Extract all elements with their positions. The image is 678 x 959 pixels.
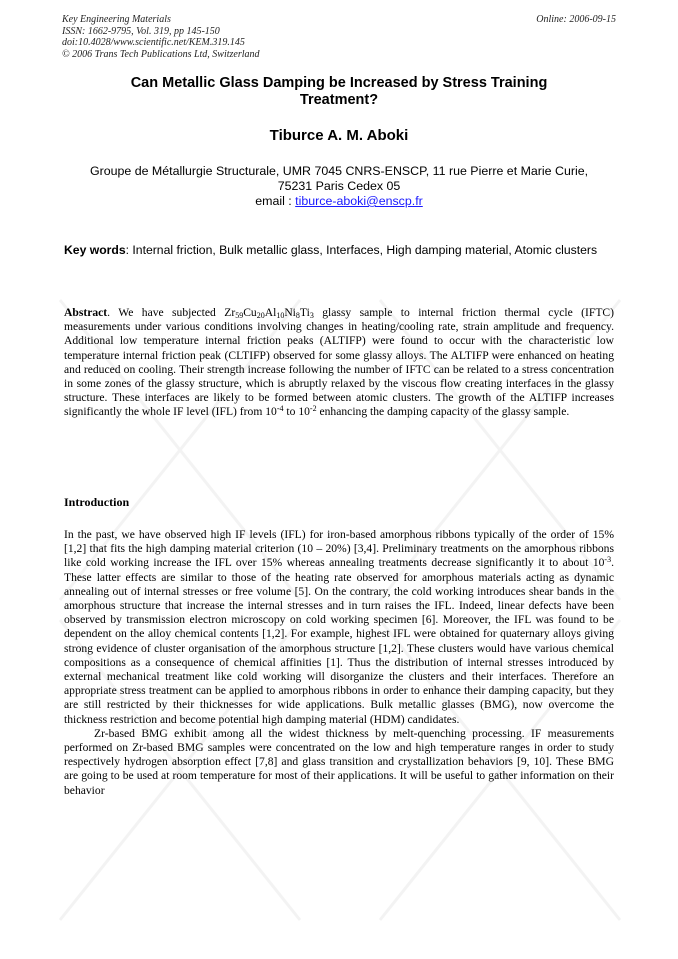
email-label: email : bbox=[255, 194, 296, 208]
introduction-heading: Introduction bbox=[64, 495, 130, 509]
abstract-label: Abstract bbox=[64, 306, 108, 319]
email-link[interactable]: tiburce-aboki@enscp.fr bbox=[295, 194, 423, 208]
affiliation-line-1: Groupe de Métallurgie Structurale, UMR 7045 CNRS-ENSCP, 11 rue Pierre et Marie Curie, bbox=[89, 164, 589, 178]
paper-title: Can Metallic Glass Damping be Increased by Stress Training Treatment? bbox=[130, 75, 548, 108]
alloy-formula: $Zr_{59}Cu_{20}Al_{10}Ni_8Ti_3$ bbox=[224, 306, 314, 320]
keywords bbox=[64, 243, 616, 258]
intro-paragraph: Zr-based BMG exhibit among all the widest thickness by melt-quenching processing. IF measurements performed on Zr-based BMG samples were concentrated on the low and high temperature ranges in order to study respectively hydrogen absorption effect [7,8] and glass transition and crystallization behaviors [9, 10]. These BMG are going to be used at room temperature for most of their applications. It will be useful to gather information on their behavior bbox=[64, 726, 614, 797]
abstract: Abstract. We have subjected $Zr_{59}Cu_{20}Al_{10}Ni_8Ti_3$ glassy sample to internal friction thermal cycle (IFTC) measurements under various conditions involving changes in heating/cooling rate, strain amplitude and frequency. Additional low temperature internal friction peaks (ALTIFP) were found to occur with the characteristic low temperature internal friction peak (CLTIFP) observed for some glassy alloys. The ALTIFP were enhanced on heating and reduced on cooling. Their strength increase following the number of IFTC can be related to a stress concentration in some zones of the glassy structure, which is abruptly relaxed by the viscous flow creating interfaces in the glassy structure. These interfaces are likely to be formed between atomic clusters. The growth of the ALTIFP increases significantly the whole IF level (IFL) from $10^{-4}$ to $10^{-2}$ enhancing the damping capacity of the glassy sample. bbox=[64, 306, 614, 419]
email-line bbox=[62, 194, 616, 209]
affiliation-line-2: 75231 Paris Cedex 05 bbox=[277, 179, 401, 193]
abstract-text: . We have subjected bbox=[107, 306, 225, 319]
introduction-body bbox=[64, 528, 614, 798]
keywords-label: Key words bbox=[64, 243, 126, 257]
intro-paragraph: In the past, we have observed high IF levels (IFL) for iron-based amorphous ribbons typically of the order of 15% [1,2] that fits the high damping material criterion (10 – 20%) [3,4]. Preliminary treatments on the amorphous ribbons like cold working increase the IFL over 15% whereas annealing treatments decrease significantly it to about $10^{-3}$. These latter effects are similar to those of the heating rate observed for amorphous materials acting as dynamic annealing out of internal stresses or free volume [5]. On the contrary, the cold working introduces shear bands in the amorphous structure that increase the internal stresses and in turn raises the IFL. Indeed, linear defects have been observed by transmission electron microscopy on cold working specimen [6]. Moreover, the IFL was found to be dependent on the alloy chemical contents [1,2]. For example, highest IFL were obtained for quaternary alloys giving strong evidence of cluster organisation of the amorphous structure [1,2]. These clusters would have various chemical compositions as a consequence of chemical affinities [1]. Thus the distribution of internal stresses introduced by external mechanical treatment like cold working will disorganize the clusters and their interfaces. Therefore an appropriate stress treatment can be applied to amorphous ribbons in order to enhance their damping capacity, but they are still restricted by their thicknesses for wide applications. Bulk metallic glasses (BMG), now overcome the thickness restriction and become potential high damping material (HDM) candidates. bbox=[64, 528, 614, 726]
copyright-line: © 2006 Trans Tech Publications Ltd, Switzerland bbox=[62, 48, 260, 60]
abstract-text: glassy sample to internal friction thermal cycle (IFTC) measurements under various conditions involving changes in heating/cooling rate, strain amplitude and frequency. Additional low temperature internal friction peaks (ALTIFP) were found to occur with the characteristic low temperature internal friction peak (CLTIFP) observed for some glassy alloys. The ALTIFP were enhanced on heating and reduced on cooling. Their strength increase following the number of IFTC can be related to a stress concentration in some zones of the glassy structure, which is abruptly relaxed by the viscous flow creating interfaces in the glassy structure. These interfaces are likely to be formed between atomic clusters. The growth of the ALTIFP increases significantly the whole IF level (IFL) from bbox=[64, 306, 614, 419]
online-date: Online: 2006-09-15 bbox=[536, 14, 616, 25]
keywords-text: : Internal friction, Bulk metallic glass, Interfaces, High damping material, Atomic clusters bbox=[125, 243, 598, 257]
journal-name: Key Engineering Materials bbox=[62, 14, 171, 25]
issn-line: ISSN: 1662-9795, Vol. 319, pp 145-150 bbox=[62, 25, 220, 37]
affiliation bbox=[62, 164, 616, 209]
abstract-text: enhancing the damping capacity of the glassy sample. bbox=[316, 405, 570, 419]
doi-line: doi:10.4028/www.scientific.net/KEM.319.145 bbox=[62, 37, 245, 48]
author-name: Tiburce A. M. Aboki bbox=[269, 127, 409, 144]
journal-header bbox=[62, 14, 260, 60]
